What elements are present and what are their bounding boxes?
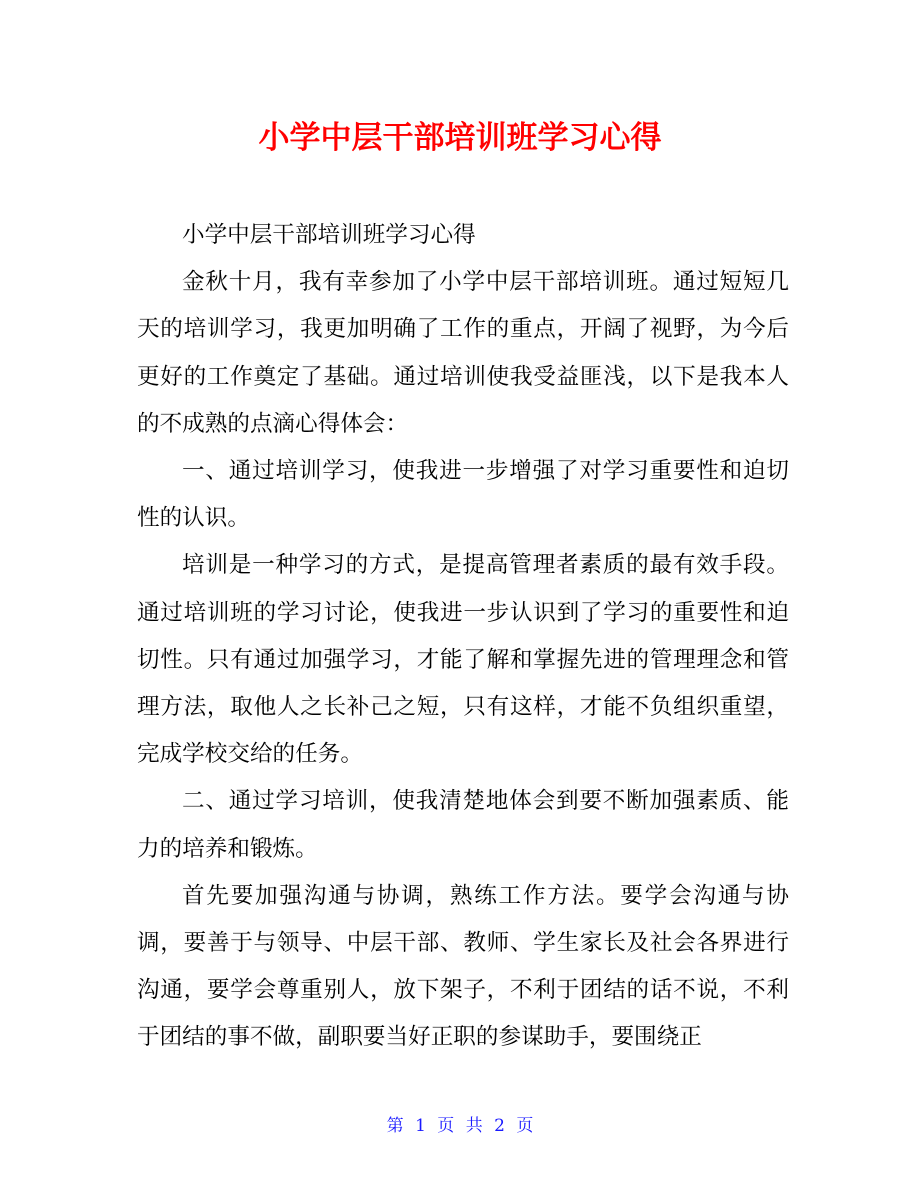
paragraph-intro: 金秋十月，我有幸参加了小学中层干部培训班。通过短短几天的培训学习，我更加明确了工作的重点，开阔了视野，为今后更好的工作奠定了基础。通过培训使我受益匪浅，以下是我本人的不成熟的点滴心得体会： (137, 269, 789, 437)
paragraph-heading-two: 二、通过学习培训，使我清楚地体会到要不断加强素质、能力的培养和锻炼。 (137, 788, 789, 862)
paragraph-subtitle: 小学中层干部培训班学习心得 (182, 222, 476, 248)
paragraph-heading-one: 一、通过培训学习，使我进一步增强了对学习重要性和迫切性的认识。 (137, 458, 789, 532)
paragraph-training-importance: 培训是一种学习的方式，是提高管理者素质的最有效手段。通过培训班的学习讨论，使我进一步认识到了学习的重要性和迫切性。只有通过加强学习，才能了解和掌握先进的管理理念和管理方法，取他人之长补己之短，只有这样，才能不负组织重望，完成学校交给的任务。 (137, 552, 789, 768)
page-number-footer: 第 1 页 共 2 页 (386, 1116, 534, 1136)
document-title: 小学中层干部培训班学习心得 (258, 120, 662, 156)
paragraph-communication: 首先要加强沟通与协调，熟练工作方法。要学会沟通与协调，要善于与领导、中层干部、教师、学生家长及社会各界进行沟通，要学会尊重别人，放下架子，不利于团结的话不说，不利于团结的事不做，副职要当好正职的参谋助手，要围绕正 (137, 882, 789, 1051)
document-body (137, 212, 789, 1062)
